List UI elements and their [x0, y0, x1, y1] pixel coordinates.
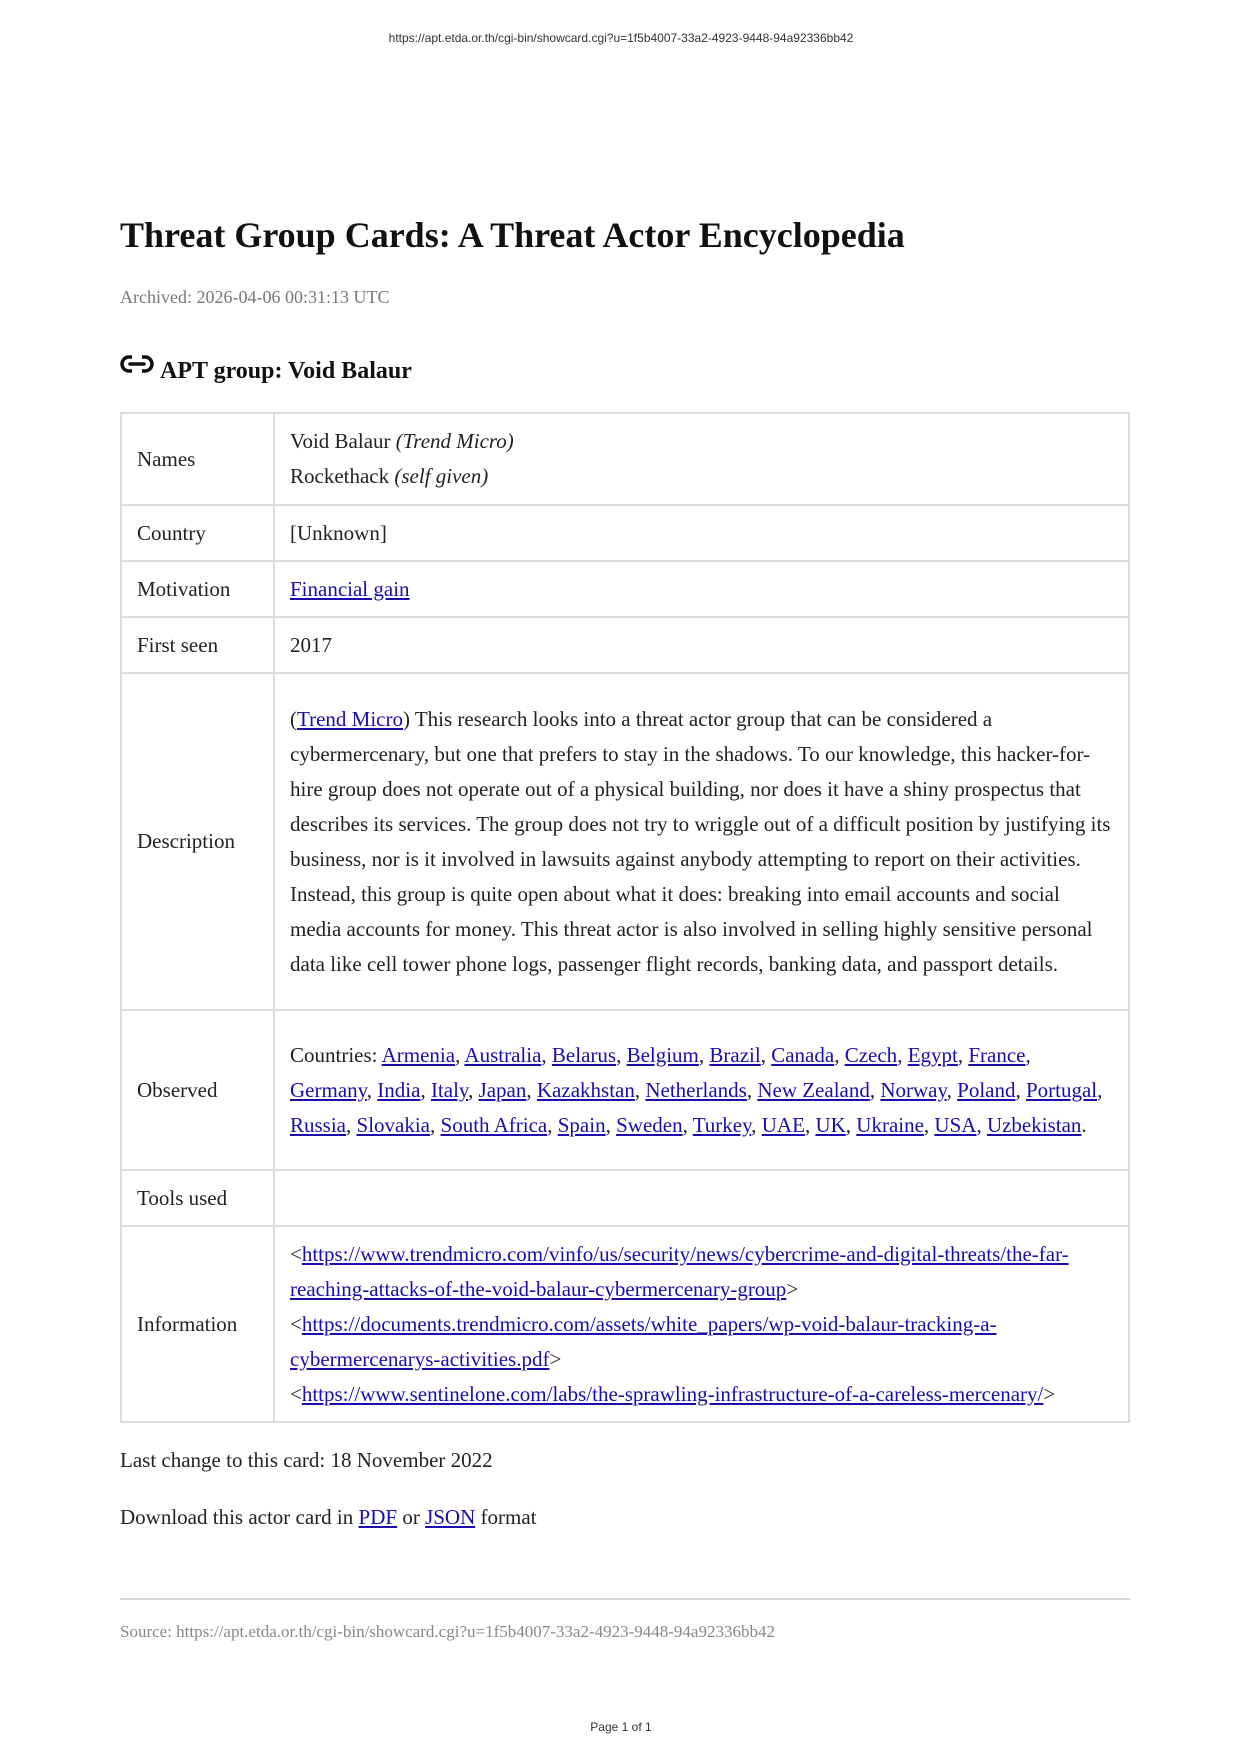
- country-link[interactable]: Italy: [430, 1077, 469, 1102]
- value-first-seen: 2017: [274, 617, 1129, 673]
- country-link[interactable]: Canada: [771, 1042, 835, 1067]
- row-tools-used: [121, 1170, 1129, 1226]
- page-title: Threat Group Cards: A Threat Actor Encyclopedia: [120, 215, 905, 255]
- label-names: Names: [121, 413, 274, 505]
- name-source: (self given): [394, 464, 489, 488]
- value-country: [Unknown]: [274, 505, 1129, 561]
- row-information: [121, 1226, 1129, 1422]
- country-link[interactable]: Brazil: [709, 1042, 761, 1067]
- country-link[interactable]: Japan: [478, 1077, 527, 1102]
- source-url: Source: https://apt.etda.or.th/cgi-bin/showcard.cgi?u=1f5b4007-33a2-4923-9448-94a92336bb42: [120, 1622, 775, 1641]
- info-link[interactable]: https://www.sentinelone.com/labs/the-sprawling-infrastructure-of-a-careless-mercenary/: [301, 1381, 1044, 1406]
- download-line: [120, 1505, 536, 1530]
- value-information: [274, 1226, 1129, 1422]
- country-link[interactable]: South Africa: [440, 1112, 548, 1137]
- info-link[interactable]: https://documents.trendmicro.com/assets/white_papers/wp-void-balaur-tracking-a-cybermercenarys-activities.pdf: [290, 1311, 997, 1371]
- country-link[interactable]: New Zealand: [757, 1077, 870, 1102]
- countries-prefix: Countries:: [290, 1042, 382, 1067]
- actor-card-table: [120, 412, 1130, 1423]
- last-change: Last change to this card: 18 November 2022: [120, 1448, 493, 1472]
- country-link[interactable]: Australia: [464, 1042, 542, 1067]
- country-link[interactable]: Germany: [290, 1077, 367, 1102]
- download-prefix: Download this actor card in: [120, 1505, 359, 1529]
- country-link[interactable]: Portugal: [1025, 1077, 1098, 1102]
- label-first-seen: First seen: [121, 617, 274, 673]
- country-link[interactable]: Belgium: [626, 1042, 699, 1067]
- description-text: ) This research looks into a threat actor group that can be considered a cybermercenary, but one that prefers to stay in the shadows. To our knowledge, this hacker-for-hire group does not operate out of a physical building, nor does it have a shiny prospectus that describes its services. The group does not try to wriggle out of a difficult position by justifying its business, nor is it involved in lawsuits against anybody attempting to report on their activities. Instead, this group is quite open about what it does: breaking into email accounts and social media accounts for money. This threat actor is also involved in selling highly sensitive personal data like cell tower phone logs, passenger flight records, banking data, and passport details.: [290, 706, 1111, 976]
- row-country: [121, 505, 1129, 561]
- open-paren: (: [290, 706, 297, 731]
- country-link[interactable]: Turkey: [692, 1112, 752, 1137]
- info-reference: <https://www.trendmicro.com/vinfo/us/security/news/cybercrime-and-digital-threats/the-far-reaching-attacks-of-the-void-balaur-cybermercenary-group>: [290, 1241, 1069, 1301]
- country-link[interactable]: Armenia: [381, 1042, 456, 1067]
- page-number: Page 1 of 1: [590, 1720, 652, 1734]
- country-link[interactable]: Egypt: [907, 1042, 958, 1067]
- name-entry: [290, 459, 1113, 494]
- label-motivation: Motivation: [121, 561, 274, 617]
- label-information: Information: [121, 1226, 274, 1422]
- country-link[interactable]: Russia: [290, 1112, 347, 1137]
- download-suffix: format: [475, 1505, 537, 1529]
- country-link[interactable]: Sweden: [616, 1112, 683, 1137]
- label-description: Description: [121, 673, 274, 1010]
- row-first-seen: [121, 617, 1129, 673]
- json-download-link[interactable]: JSON: [425, 1505, 476, 1529]
- country-link[interactable]: Ukraine: [856, 1112, 924, 1137]
- value-description: [274, 673, 1129, 1010]
- value-observed: [274, 1010, 1129, 1170]
- value-names: [274, 413, 1129, 505]
- value-tools-used: [274, 1170, 1129, 1226]
- row-names: [121, 413, 1129, 505]
- motivation-link[interactable]: Financial gain: [290, 576, 410, 601]
- info-reference: <https://www.sentinelone.com/labs/the-sprawling-infrastructure-of-a-careless-mercenary/>: [290, 1381, 1056, 1406]
- country-link[interactable]: Norway: [880, 1077, 947, 1102]
- label-tools-used: Tools used: [121, 1170, 274, 1226]
- country-link[interactable]: Slovakia: [356, 1112, 431, 1137]
- value-motivation: [274, 561, 1129, 617]
- header-url: https://apt.etda.or.th/cgi-bin/showcard.cgi?u=1f5b4007-33a2-4923-9448-94a92336bb42: [388, 31, 854, 45]
- apt-heading: [120, 344, 412, 385]
- download-or: or: [397, 1505, 426, 1529]
- country-link[interactable]: France: [968, 1042, 1026, 1067]
- country-link[interactable]: Kazakhstan: [536, 1077, 635, 1102]
- name-source: (Trend Micro): [395, 429, 514, 453]
- apt-group-title: APT group: Void Balaur: [160, 358, 412, 384]
- country-link[interactable]: USA: [934, 1112, 977, 1137]
- archived-timestamp: Archived: 2026-04-06 00:31:13 UTC: [120, 287, 390, 307]
- name-text: Rockethack: [290, 464, 390, 488]
- country-link[interactable]: UAE: [761, 1112, 805, 1137]
- country-link[interactable]: India: [377, 1077, 421, 1102]
- country-link[interactable]: Czech: [844, 1042, 898, 1067]
- name-entry: [290, 424, 1113, 459]
- name-text: Void Balaur: [290, 429, 391, 453]
- label-country: Country: [121, 505, 274, 561]
- country-link[interactable]: UK: [815, 1112, 846, 1137]
- country-list: Armenia, Australia, Belarus, Belgium, Brazil, Canada, Czech, Egypt, France, Germany, India, Italy, Japan, Kazakhstan, Netherlands, New Zealand, Norway, Poland, Portugal, Russia, Slovakia, South Africa, Spain, Sweden, Turkey, UAE, UK, Ukraine, USA, Uzbekistan.: [290, 1042, 1103, 1137]
- pdf-download-link[interactable]: PDF: [358, 1505, 398, 1529]
- link-icon[interactable]: [120, 353, 154, 377]
- info-link[interactable]: https://www.trendmicro.com/vinfo/us/security/news/cybercrime-and-digital-threats/the-far-reaching-attacks-of-the-void-balaur-cybermercenary-group: [290, 1241, 1069, 1301]
- country-link[interactable]: Spain: [557, 1112, 606, 1137]
- row-motivation: [121, 561, 1129, 617]
- info-reference: <https://documents.trendmicro.com/assets/white_papers/wp-void-balaur-tracking-a-cybermercenarys-activities.pdf>: [290, 1311, 997, 1371]
- country-link[interactable]: Netherlands: [645, 1077, 747, 1102]
- row-description: [121, 673, 1129, 1010]
- description-source-link[interactable]: Trend Micro: [297, 706, 403, 731]
- label-observed: Observed: [121, 1010, 274, 1170]
- country-link[interactable]: Poland: [957, 1077, 1016, 1102]
- country-link[interactable]: Belarus: [551, 1042, 617, 1067]
- country-link[interactable]: Uzbekistan: [986, 1112, 1082, 1137]
- row-observed: [121, 1010, 1129, 1170]
- divider: [120, 1598, 1130, 1600]
